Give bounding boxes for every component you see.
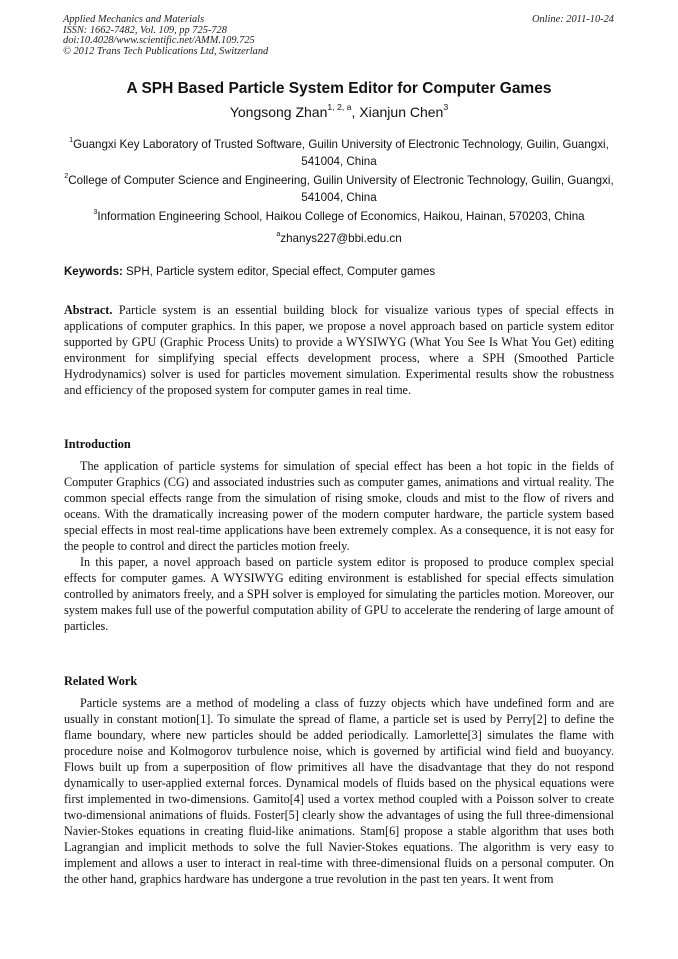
author-name: Yongsong Zhan — [229, 104, 328, 120]
introduction-heading: Introduction — [64, 437, 131, 451]
related-work-heading: Related Work — [64, 674, 138, 688]
affiliation-text: College of Computer Science and Engineering, Guilin University of Electronic Technology, Guilin, Guangxi, 541004, China — [68, 174, 614, 204]
email-address: zhanys227@bbi.edu.cn — [280, 232, 402, 245]
related-work-body — [64, 695, 614, 887]
author-name: Xianjun Chen — [359, 104, 444, 120]
email-marker: a — [276, 229, 281, 239]
paragraph: The application of particle systems for simulation of special effect has been a hot topic in the fields of Computer Graphics (CG) and associated industries such as computer games, animations and virtual reality. The common special effects range from the simulation of rising smoke, clouds and mist to the flow of rivers and oceans. With the dramatically increasing power of the modern computer hardware, the particle system based special effects in most real-time applications have been extremely complex. As a consequence, it is not easy for the people to control and direct the particles motion freely. — [64, 459, 614, 553]
abstract — [64, 302, 614, 398]
journal-header — [63, 15, 268, 57]
abstract-label: Abstract. — [64, 303, 113, 317]
affiliation-2 — [64, 173, 614, 206]
abstract-text: Particle system is an essential building block for visualize various types of special effects in applications of computer graphics. In this paper, we propose a novel approach based on particle system editor supported by GPU (Graphic Process Units) to provide a WYSIWYG (What You See Is What You Get) editing environment for simplifying special effects development process, where a SPH (Smoothed Particle Hydrodynamics) solver is used for particles movement simulation. Experimental results show the robustness and efficiency of the proposed system for computer games in real time. — [64, 303, 615, 397]
journal-name: Applied Mechanics and Materials — [63, 14, 205, 25]
affiliation-1 — [64, 137, 614, 170]
affiliation-text: Guangxi Key Laboratory of Trusted Software, Guilin University of Electronic Technology, Guilin, Guangxi, 541004, China — [73, 138, 609, 168]
keywords-text: SPH, Particle system editor, Special effect, Computer games — [126, 266, 436, 278]
online-date: Online: 2011-10-24 — [531, 14, 614, 25]
paper-title: A SPH Based Particle System Editor for Computer Games — [126, 80, 552, 97]
paragraph: In this paper, a novel approach based on particle system editor is proposed to produce complex special effects for computer games. A WYSIWYG editing environment is established for special effects simulation controlled by animators freely, and a SPH solver is employed for simulating the particles motion. Moreover, our system makes full use of the powerful computation ability of GPU to accelerate the rendering of large amount of particles. — [64, 555, 614, 633]
copyright-line: © 2012 Trans Tech Publications Ltd, Switzerland — [63, 45, 269, 57]
author-affiliation-marker: 1, 2, a — [327, 102, 352, 113]
issn-line: ISSN: 1662-7482, Vol. 109, pp 725-728 — [63, 24, 227, 36]
keywords-label: Keywords: — [64, 266, 123, 278]
author-line — [0, 104, 678, 120]
contact-email — [64, 231, 614, 248]
author-separator: , — [351, 104, 360, 120]
doi-line: doi:10.4028/www.scientific.net/AMM.109.725 — [63, 35, 255, 47]
affiliation-3 — [64, 209, 614, 226]
introduction-body — [64, 458, 614, 634]
keywords — [64, 266, 435, 278]
affiliation-text: Information Engineering School, Haikou College of Economics, Haikou, Hainan, 570203, China — [97, 210, 585, 223]
paragraph: Particle systems are a method of modeling a class of fuzzy objects which have undefined form and are usually in constant motion[1]. To simulate the spread of flame, a particle set is used by Perry[2] to define the flame boundary, where new particles should be added periodically. Lamorlette[3] simulates the flame with procedure noise and Kolmogorov turbulence noise, which is governed by artificial wind field and buoyancy. Flows built up from a superposition of flow primitives all have the disadvantage that they do not respond dynamically to user-applied external forces. Dynamical models of fluids based on the physical equations were first implemented in two-dimensions. Gamito[4] used a vortex method coupled with a Poisson solver to create two-dimensional animations of fluids. Foster[5] clearly show the advantages of using the full three-dimensional Navier-Stokes equations in creating fluid-like animations. Stam[6] propose a stable algorithm that uses both Lagrangian and implicit methods to solve the full Navier-Stokes equations. The algorithm is very easy to implement and allows a user to interact in real-time with three-dimensional fluids on a personal computer. On the other hand, graphics hardware has undergone a true revolution in the past ten years. It went from — [64, 696, 614, 886]
affiliation-marker: 1 — [69, 135, 74, 145]
author-affiliation-marker: 3 — [443, 102, 449, 113]
affiliation-marker: 3 — [93, 207, 98, 217]
affiliation-marker: 2 — [64, 171, 69, 181]
